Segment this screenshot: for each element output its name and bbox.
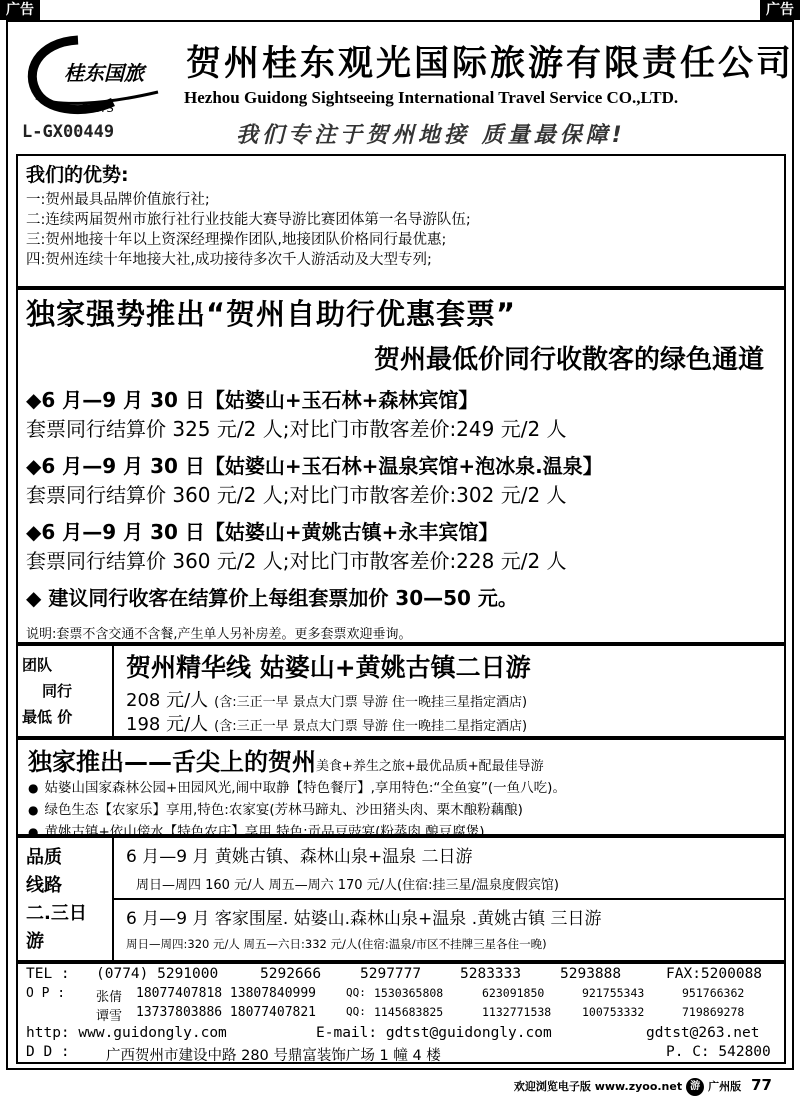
ad-frame	[6, 20, 794, 1070]
slogan: 我们专注于贺州地接 质量最保障!	[236, 123, 626, 148]
advantage-item: 一:贺州最具品牌价值旅行社;	[26, 192, 210, 208]
footer-edition: 广州版	[708, 1080, 742, 1093]
page-footer	[514, 1076, 772, 1096]
web-row	[26, 1025, 776, 1045]
tour-label	[18, 646, 114, 736]
op-phones: 13737803886 18077407821	[136, 1005, 317, 1020]
op-row	[26, 986, 776, 1006]
op-name: 谭雪	[96, 1009, 123, 1024]
email-link[interactable]: E-mail: gdtst@guidongly.com	[316, 1024, 552, 1041]
tour-label-line: 团队	[22, 656, 53, 674]
quality-label-line: 品质	[26, 847, 62, 868]
taste-tagline: 美食+养生之旅+最优品质+配最佳导游	[316, 759, 544, 774]
package-price: 套票同行结算价 325 元/2 人;对比门市散客差价:249 元/2 人	[26, 417, 567, 441]
advantages-title: 我们的优势:	[26, 164, 129, 186]
seal-icon: 游	[686, 1078, 704, 1096]
qq-number: 921755343	[582, 985, 645, 1000]
tour-price-detail: (含:三正一早 景点大门票 导游 住一晚挂三星指定酒店)	[214, 695, 528, 710]
tour-price-row	[126, 710, 527, 736]
package-heading: ◆6 月—9 月 30 日【姑婆山+玉石林+温泉宾馆+泡冰泉.温泉】	[26, 454, 603, 478]
bullet-icon: ●	[28, 825, 39, 839]
advantages-section	[16, 154, 786, 288]
bullet-icon: ●	[28, 803, 39, 817]
email-link-2[interactable]: gdtst@263.net	[646, 1024, 760, 1041]
advantage-item: 四:贺州连续十年地接大社,成功接待多次千人游活动及大型专列;	[26, 252, 432, 268]
qq-label: QQ:	[346, 985, 366, 999]
tel-number: 5292666	[260, 966, 322, 982]
ad-tag-right: 广告	[760, 0, 800, 20]
contact-section	[16, 962, 786, 1064]
logo-sub: GDITS	[80, 102, 114, 115]
tour-price: 198 元/人	[126, 714, 209, 735]
qq-number: 1132771538	[482, 1005, 552, 1019]
website-link[interactable]: http: www.guidongly.com	[26, 1024, 227, 1041]
advantage-item: 二:连续两届贺州市旅行社行业技能大赛导游比赛团体第一名导游队伍;	[26, 212, 471, 228]
company-name-en: Hezhou Guidong Sightseeing International Travel Service CO.,LTD.	[184, 88, 679, 107]
promo-title: 独家强势推出“贺州自助行优惠套票”	[26, 297, 517, 331]
tel-label: TEL :	[26, 966, 70, 982]
route-row	[114, 838, 784, 900]
advantage-item: 三:贺州地接十年以上资深经理操作团队,地接团队价格同行最优惠;	[26, 232, 447, 248]
ad-tag-left: 广告	[0, 0, 40, 20]
package-price: 套票同行结算价 360 元/2 人;对比门市散客差价:228 元/2 人	[26, 549, 567, 573]
license-number: L-GX00449	[22, 122, 115, 142]
tel-number: 5283333	[460, 966, 522, 982]
address-label: D D :	[26, 1044, 70, 1060]
package-item	[26, 516, 776, 574]
taste-item-text: 绿色生态【农家乐】享用,特色:农家宴(芳林马蹄丸、沙田猪头肉、栗木酿粉藕酿)	[44, 802, 523, 818]
quality-label-line: 游	[26, 931, 44, 952]
route-row	[114, 900, 784, 960]
qq-number: 1530365808	[374, 985, 444, 1000]
tour-price: 208 元/人	[126, 690, 209, 711]
quality-label	[18, 838, 114, 960]
taste-section	[16, 738, 786, 840]
qq-number: 623091850	[482, 985, 545, 1000]
route-price: 周日—周四:320 元/人 周五—六日:332 元/人(住宿:温泉/市区不挂牌三星各住一晚)	[126, 937, 547, 951]
fax-number: FAX:5200088	[666, 966, 763, 982]
op-label: O P :	[26, 985, 66, 1001]
promo-suggestion: ◆ 建议同行收客在结算价上每组套票加价 30—50 元。	[26, 586, 518, 610]
quality-routes-section	[16, 836, 786, 962]
postcode: P. C: 542800	[666, 1044, 771, 1060]
footer-text: 欢迎浏览电子版 www.zyoo.net	[513, 1080, 683, 1093]
taste-title: 独家推出——舌尖上的贺州	[28, 748, 316, 776]
tel-number: 5297777	[360, 966, 422, 982]
bullet-icon: ●	[28, 781, 39, 795]
package-item	[26, 384, 776, 442]
tour-price-detail: (含:三正一早 景点大门票 导游 住一晚挂二星指定酒店)	[214, 719, 528, 734]
op-phones: 18077407818 13807840999	[136, 985, 317, 1001]
tour-label-line: 最低 价	[22, 708, 73, 726]
header	[8, 22, 795, 152]
tel-row	[26, 966, 776, 986]
quality-label-line: 线路	[26, 875, 62, 896]
quality-label-line: 二.三日	[26, 903, 87, 924]
route-title: 6 月—9 月 黄姚古镇、森林山泉+温泉 二日游	[126, 847, 473, 867]
package-heading: ◆6 月—9 月 30 日【姑婆山+玉石林+森林宾馆】	[26, 388, 479, 412]
tour-price-row	[126, 686, 527, 712]
company-name-cn: 贺州桂东观光国际旅游有限责任公司	[186, 43, 795, 84]
taste-item-text: 黄姚古镇+依山傍水【特色农庄】享用,特色:贡品豆豉宴(粉蒸肉.酿豆腐煲)	[44, 824, 485, 840]
ticket-promo-section	[16, 288, 786, 644]
op-row	[26, 1005, 776, 1025]
tel-number: 5293888	[560, 966, 622, 982]
qq-number: 951766362	[682, 985, 745, 1000]
group-tour-section	[16, 644, 786, 738]
tel-number: (0774) 5291000	[96, 966, 219, 982]
op-name: 张倩	[96, 989, 123, 1005]
package-item	[26, 450, 776, 508]
logo-text: 桂东国旅	[64, 61, 144, 85]
qq-number: 1145683825	[374, 1005, 444, 1019]
route-title: 6 月—9 月 客家围屋. 姑婆山.森林山泉+温泉 .黄姚古镇 三日游	[126, 909, 602, 929]
taste-item	[28, 777, 774, 799]
tour-label-line: 同行	[42, 682, 73, 700]
tour-title: 贺州精华线 姑婆山+黄姚古镇二日游	[126, 653, 531, 682]
promo-subtitle: 贺州最低价同行收散客的绿色通道	[373, 345, 764, 375]
page-number: 77	[751, 1076, 772, 1094]
taste-title-row	[28, 742, 774, 777]
taste-item-text: 姑婆山国家森林公园+田园风光,闹中取静【特色餐厅】,享用特色:“全鱼宴”(一鱼八吃)。	[44, 780, 566, 796]
taste-item	[28, 799, 774, 821]
qq-number: 100753332	[582, 1005, 645, 1019]
address-row	[26, 1044, 776, 1064]
company-logo	[18, 32, 168, 117]
package-heading: ◆6 月—9 月 30 日【姑婆山+黄姚古镇+永丰宾馆】	[26, 520, 499, 544]
qq-number: 719869278	[682, 1005, 745, 1019]
promo-note: 说明:套票不含交通不含餐,产生单人另补房差。更多套票欢迎垂询。	[26, 627, 412, 642]
address: 广西贺州市建设中路 280 号鼎富装饰广场 1 幢 4 楼	[106, 1048, 441, 1064]
qq-label: QQ:	[346, 1005, 366, 1018]
route-price: 周日—周四 160 元/人 周五—周六 170 元/人(住宿:挂三星/温泉度假宾馆)	[136, 878, 559, 893]
package-price: 套票同行结算价 360 元/2 人;对比门市散客差价:302 元/2 人	[26, 483, 567, 507]
